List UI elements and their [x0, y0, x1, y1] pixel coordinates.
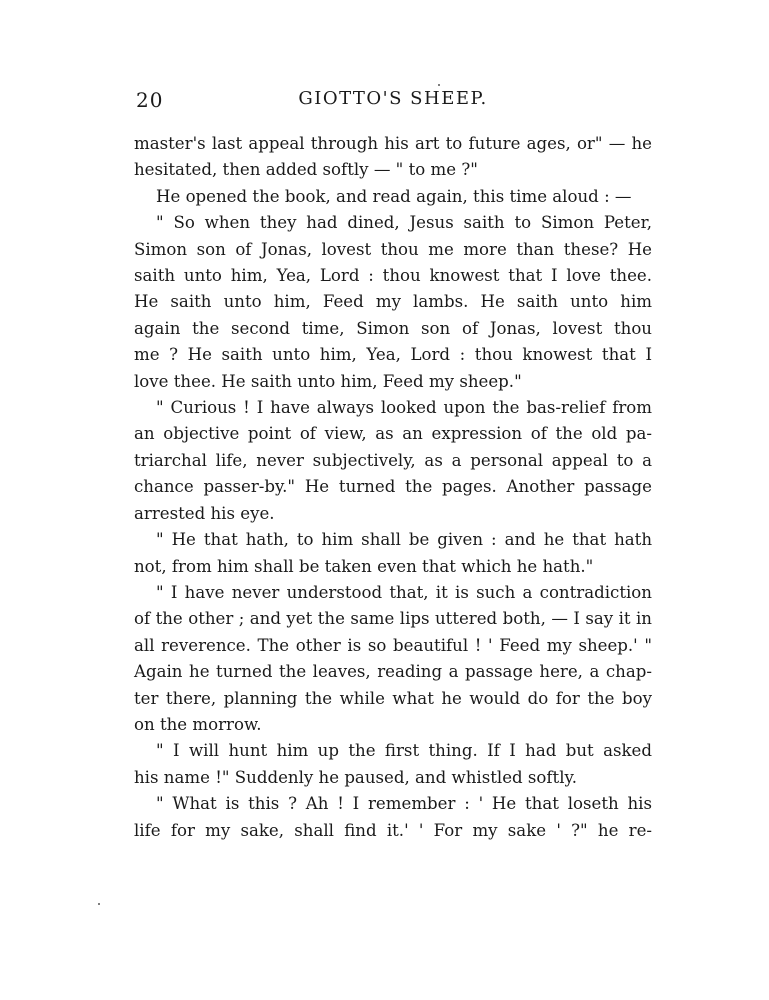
text-line: again the second time, Simon son of Jonas, lovest thou [134, 318, 652, 338]
text-line: saith unto him, Yea, Lord : thou knowest that I love thee. [134, 266, 652, 286]
text-line: He saith unto him, Feed my lambs. He saith unto him [134, 292, 652, 312]
running-title: GIOTTO'S SHEEP. [298, 88, 488, 109]
text-line: all reverence. The other is so beautiful ! ' Feed my sheep.' " [134, 635, 652, 655]
text-line: He opened the book, and read again, this time aloud : — [156, 186, 632, 206]
text-line: me ? He saith unto him, Yea, Lord : thou knowest that I [134, 345, 652, 365]
paper-speck [438, 84, 440, 86]
text-line: " So when they had dined, Jesus saith to Simon Peter, [156, 213, 652, 233]
text-line: arrested his eye. [134, 503, 275, 523]
text-line: hesitated, then added softly — " to me ?" [134, 160, 478, 180]
text-line: " What is this ? Ah ! I remember : ' He that loseth his [156, 794, 652, 814]
text-line: Again he turned the leaves, reading a passage here, a chap- [134, 662, 652, 682]
paper-speck [98, 903, 100, 905]
text-line: " I have never understood that, it is such a contradiction [156, 582, 652, 602]
text-line: " I will hunt him up the first thing. If I had but asked [156, 741, 652, 761]
text-line: master's last appeal through his art to future ages, or" — he [134, 134, 652, 153]
page-number: 20 [136, 88, 164, 112]
text-line: " Curious ! I have always looked upon the bas-relief from [156, 398, 652, 418]
text-line: " He that hath, to him shall be given : and he that hath [156, 530, 652, 550]
text-line: on the morrow. [134, 714, 262, 734]
page-header [136, 88, 650, 118]
body-text [134, 131, 652, 844]
text-line: his name !" Suddenly he paused, and whistled softly. [134, 767, 577, 787]
text-line: ter there, planning the while what he would do for the boy [134, 688, 652, 708]
text-line: love thee. He saith unto him, Feed my sheep." [134, 371, 522, 391]
text-line: not, from him shall be taken even that which he hath." [134, 556, 594, 576]
text-line: chance passer-by." He turned the pages. Another passage [134, 477, 652, 497]
text-line: life for my sake, shall find it.' ' For my sake ' ?" he re- [134, 820, 652, 840]
text-line: of the other ; and yet the same lips uttered both, — I say it in [134, 609, 652, 629]
text-line: an objective point of view, as an expression of the old pa- [134, 424, 652, 444]
text-line: triarchal life, never subjectively, as a personal appeal to a [134, 450, 652, 470]
text-line: Simon son of Jonas, lovest thou me more than these? He [134, 239, 652, 259]
